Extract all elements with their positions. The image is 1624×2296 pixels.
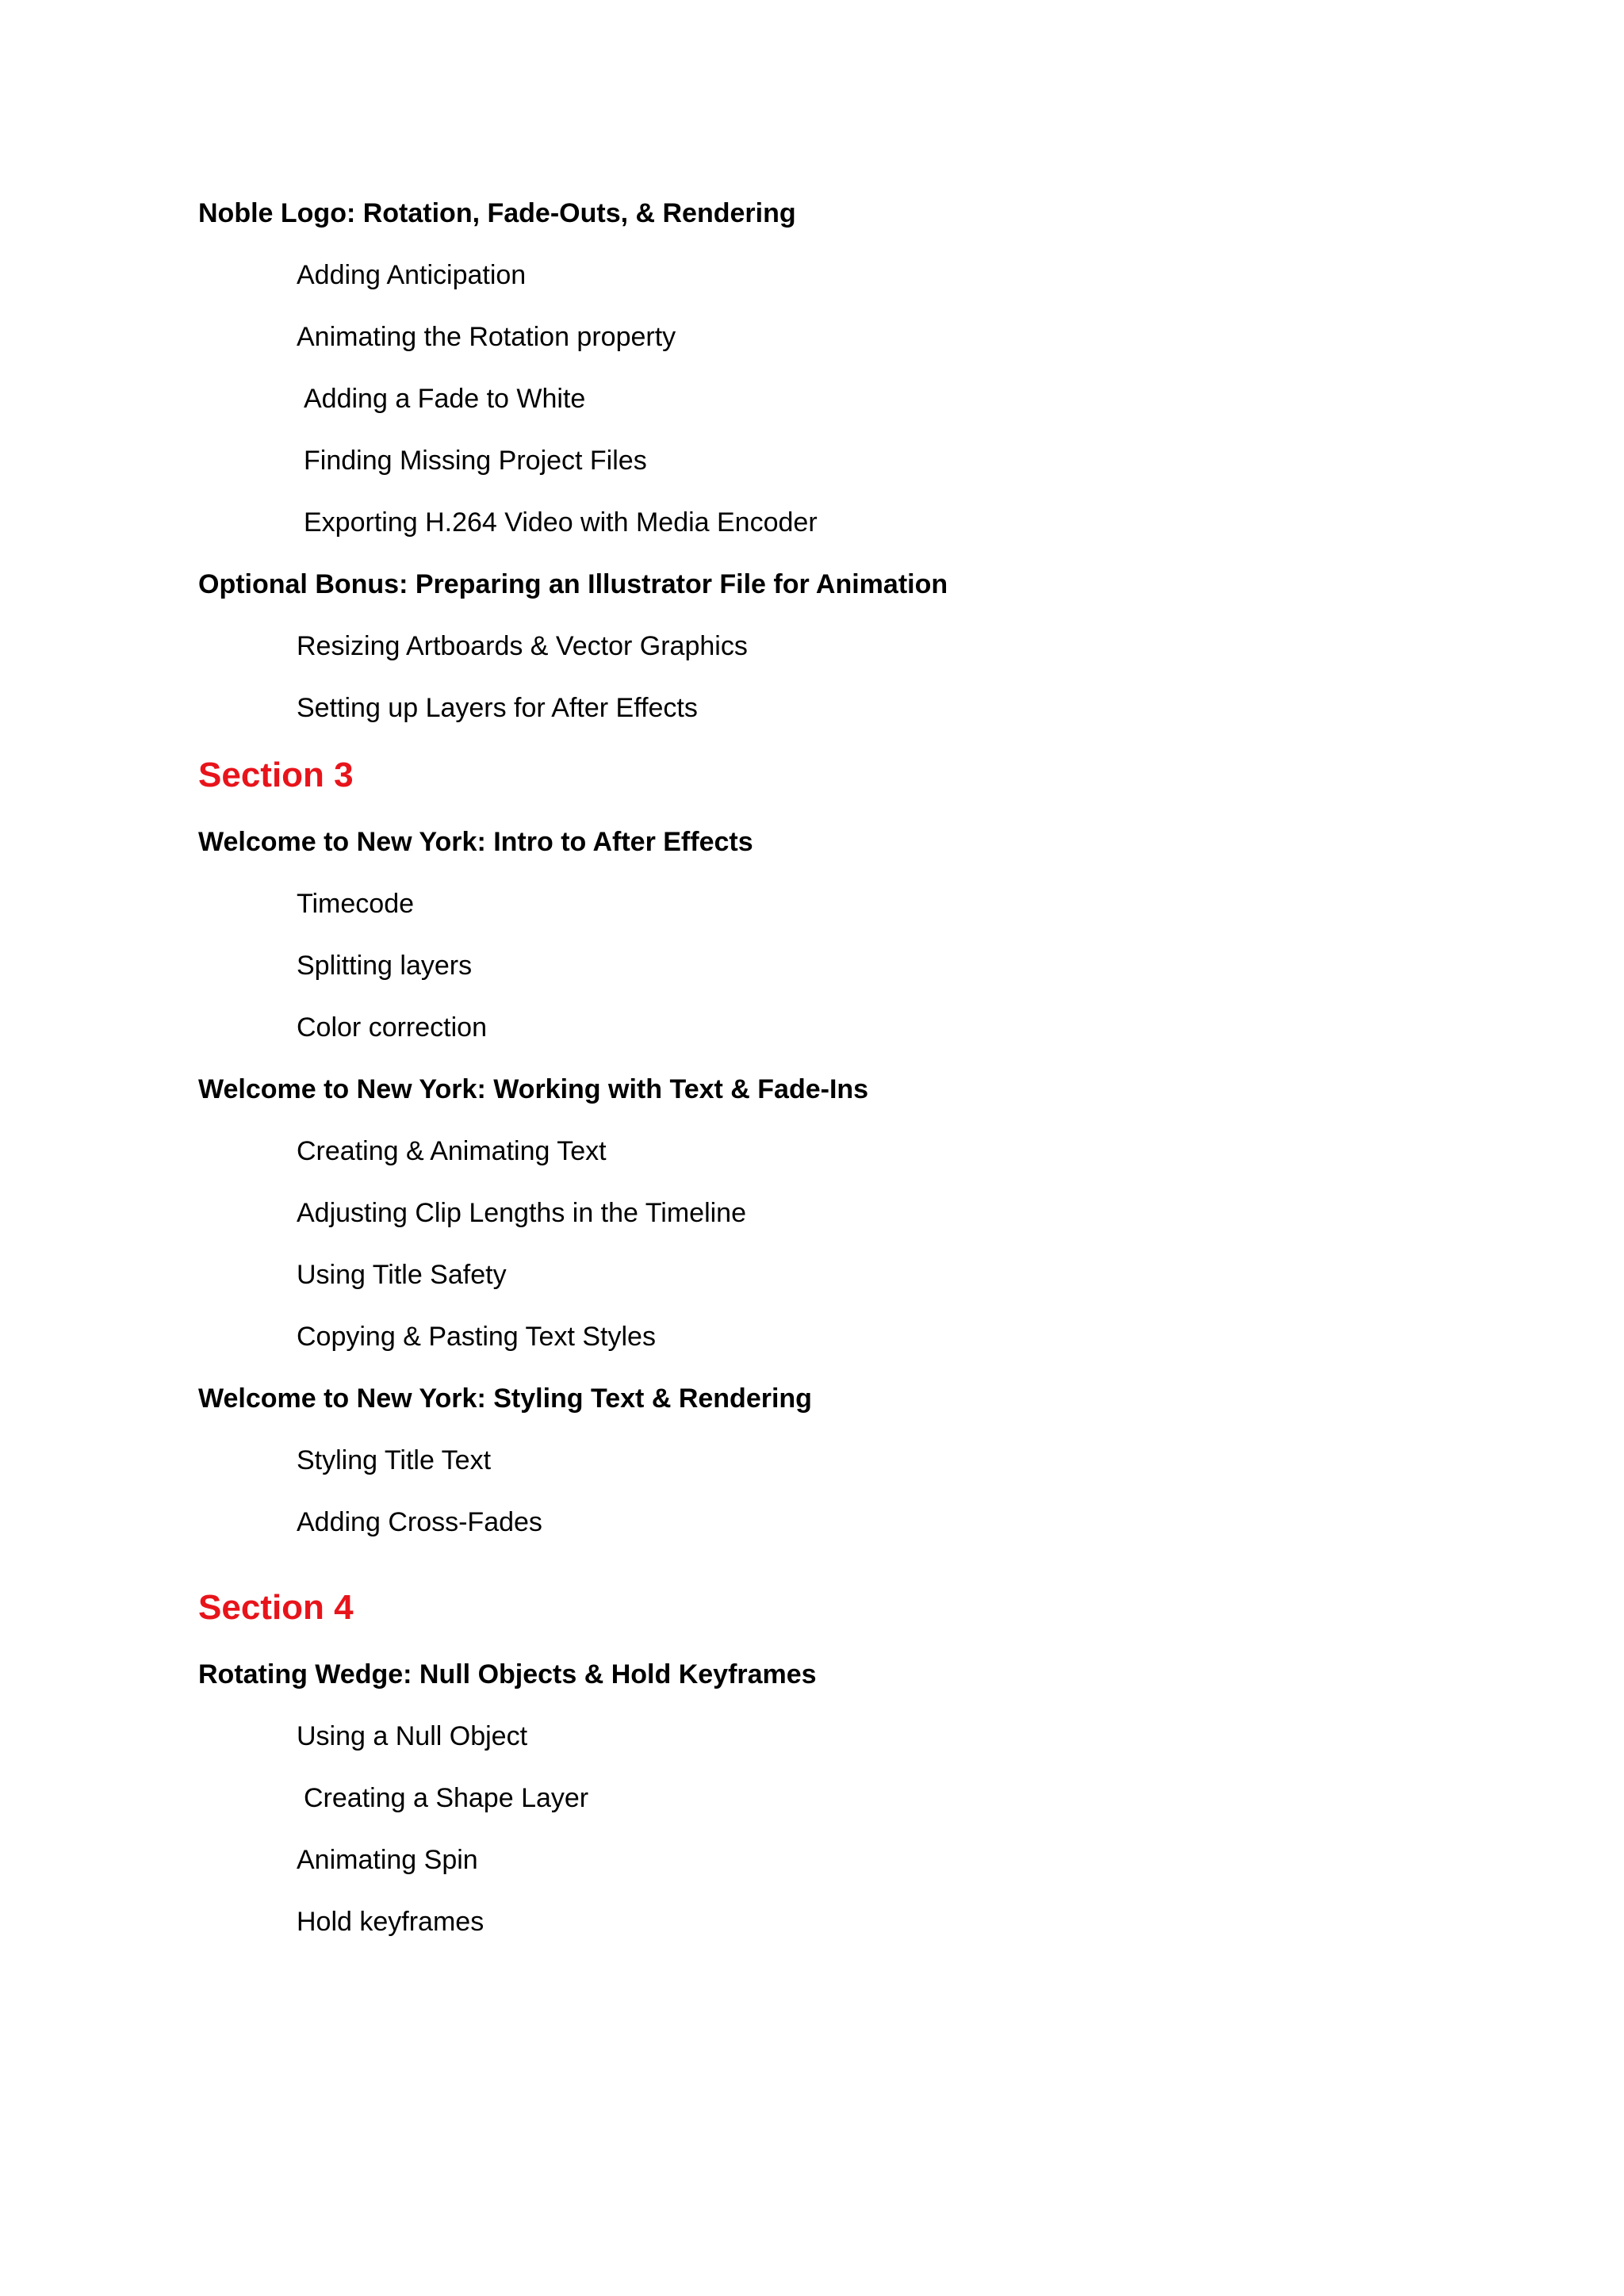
list-item: Using Title Safety: [297, 1260, 507, 1290]
section-heading: Section 4: [198, 1588, 354, 1627]
list-item: Exporting H.264 Video with Media Encoder: [304, 507, 818, 538]
list-item: Adding Cross-Fades: [297, 1507, 542, 1537]
section-heading: Section 3: [198, 756, 354, 794]
list-item: Color correction: [297, 1012, 487, 1043]
list-item: Adding a Fade to White: [304, 384, 586, 414]
topic-heading: Welcome to New York: Intro to After Effects: [198, 827, 753, 857]
list-item: Using a Null Object: [297, 1721, 528, 1751]
topic-heading: Optional Bonus: Preparing an Illustrator File for Animation: [198, 569, 948, 599]
topic-heading: Noble Logo: Rotation, Fade-Outs, & Rendering: [198, 198, 796, 228]
list-item: Timecode: [297, 889, 415, 919]
topic-heading: Rotating Wedge: Null Objects & Hold Keyframes: [198, 1659, 817, 1689]
list-item: Animating Spin: [297, 1845, 478, 1875]
list-item: Finding Missing Project Files: [304, 446, 647, 476]
list-item: Creating & Animating Text: [297, 1136, 607, 1166]
topic-heading: Welcome to New York: Styling Text & Rendering: [198, 1383, 812, 1414]
list-item: Setting up Layers for After Effects: [297, 693, 698, 723]
topic-heading: Welcome to New York: Working with Text & Fade-Ins: [198, 1074, 869, 1104]
list-item: Resizing Artboards & Vector Graphics: [297, 631, 748, 661]
list-item: Adjusting Clip Lengths in the Timeline: [297, 1198, 746, 1228]
list-item: Copying & Pasting Text Styles: [297, 1322, 656, 1352]
list-item: Splitting layers: [297, 951, 473, 981]
list-item: Creating a Shape Layer: [304, 1783, 589, 1813]
list-item: Styling Title Text: [297, 1445, 492, 1475]
list-item: Adding Anticipation: [297, 260, 527, 290]
list-item: Animating the Rotation property: [297, 322, 676, 352]
list-item: Hold keyframes: [297, 1907, 485, 1937]
